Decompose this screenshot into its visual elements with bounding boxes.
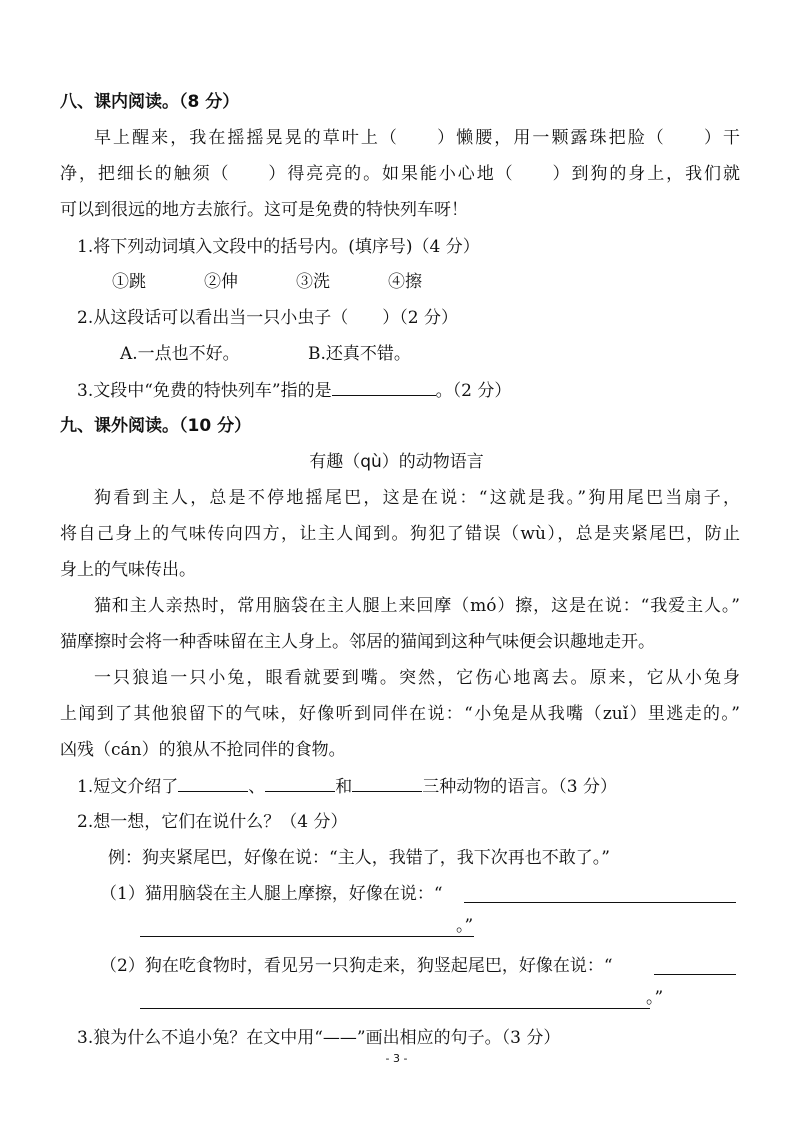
- p3-line-3: 凶残（cán）的狼从不抢同伴的食物。: [60, 740, 346, 760]
- s9-q1-tail: 三种动物的语言。（3 分）: [422, 777, 617, 797]
- p1-line-3: 身上的气味传出。: [60, 560, 196, 580]
- passage-line-2: 净，把细长的触须（ ）得亮亮的。如果能小心地（ ）到狗的身上，我们就: [60, 164, 740, 184]
- s9-q1-and: 和: [335, 777, 353, 797]
- page-number: - 3 -: [385, 1052, 408, 1065]
- option-b: B.还真不错。: [308, 344, 411, 364]
- s9-q1-text: 1.短文介绍了: [77, 777, 179, 797]
- option-2: ②伸: [204, 272, 238, 292]
- s8-question-2: 2.从这段话可以看出当一只小虫子（ ）（2 分）: [77, 308, 458, 328]
- option-3: ③洗: [296, 272, 330, 292]
- s9-question-3: 3.狼为什么不追小兔？在文中用“——”画出相应的句子。（3 分）: [77, 1028, 561, 1048]
- answer-blank[interactable]: [332, 379, 436, 396]
- s9-q2-1-end: 。”: [456, 916, 474, 936]
- s8-q1-options: [112, 271, 792, 293]
- s8-q3-points: 。（2 分）: [435, 381, 512, 401]
- section-9-heading: 九、课外阅读。（10 分）: [60, 416, 252, 436]
- s9-example: 例：狗夹紧尾巴，好像在说：“主人，我错了，我下次再也不敢了。”: [108, 848, 610, 868]
- passage-line-3: 可以到很远的地方去旅行。这可是免费的特快列车呀！: [60, 200, 468, 220]
- answer-line[interactable]: [140, 936, 474, 937]
- p3-line-1: 一只狼追一只小兔，眼看就要到嘴。突然，它伤心地离去。原来，它从小兔身: [94, 668, 740, 688]
- option-4: ④擦: [388, 272, 422, 292]
- p3-line-2: 上闻到了其他狼留下的气味，好像听到同伴在说：“小兔是从我嘴（zuǐ）里逃走的。”: [60, 704, 740, 724]
- s9-question-2: 2.想一想，它们在说什么？（4 分）: [77, 812, 348, 832]
- s9-q2-1: （1）猫用脑袋在主人腿上摩擦，好像在说：“: [100, 884, 443, 904]
- p2-line-2: 猫摩擦时会将一种香味留在主人身上。邻居的猫闻到这种气味便会识趣地走开。: [60, 632, 655, 652]
- passage-line-1: 早上醒来，我在摇摇晃晃的草叶上（ ）懒腰，用一颗露珠把脸（ ）干: [94, 128, 740, 148]
- article-title: 有趣（qù）的动物语言: [309, 452, 484, 472]
- s8-q2-options: [120, 343, 793, 365]
- option-1: ①跳: [112, 272, 146, 292]
- p2-line-1: 猫和主人亲热时，常用脑袋在主人腿上来回摩（mó）擦，这是在说：“我爱主人。”: [94, 596, 740, 616]
- s8-question-1: 1.将下列动词填入文段中的括号内。(填序号)（4 分）: [77, 237, 480, 257]
- answer-line[interactable]: [140, 1008, 650, 1009]
- p1-line-2: 将自己身上的气味传向四方，让主人闻到。狗犯了错误（wù），总是夹紧尾巴，防止: [60, 524, 740, 544]
- answer-line[interactable]: [464, 902, 736, 903]
- p1-line-1: 狗看到主人，总是不停地摇尾巴，这是在说：“这就是我。”狗用尾巴当扇子，: [94, 488, 740, 508]
- answer-line[interactable]: [654, 974, 736, 975]
- s9-question-1: [77, 775, 757, 798]
- s9-q2-2: （2）狗在吃食物时，看见另一只狗走来，狗竖起尾巴，好像在说：“: [100, 956, 613, 976]
- answer-blank-3[interactable]: [352, 775, 422, 792]
- answer-blank-1[interactable]: [178, 775, 248, 792]
- s9-q1-sep: 、: [248, 777, 266, 797]
- s9-q2-2-end: 。”: [646, 988, 664, 1008]
- s8-question-3: [77, 379, 757, 402]
- section-8-heading: 八、课内阅读。（8 分）: [60, 92, 240, 112]
- answer-blank-2[interactable]: [265, 775, 335, 792]
- s8-q3-text: 3.文段中“免费的特快列车”指的是: [77, 381, 332, 401]
- option-a: A.一点也不好。: [120, 344, 240, 364]
